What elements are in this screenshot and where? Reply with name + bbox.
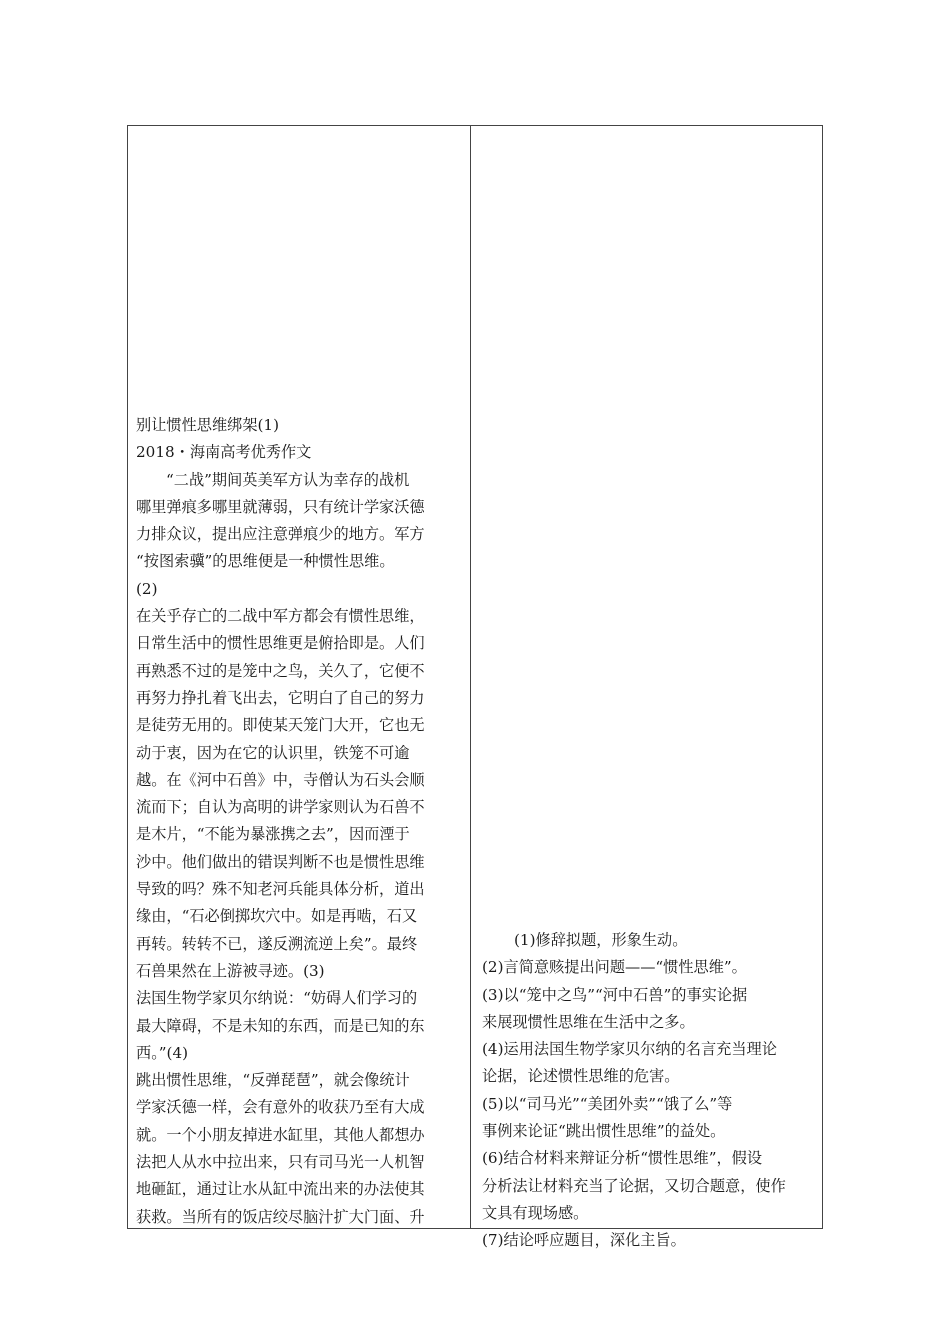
essay-line: 是木片，“不能为暴涨携之去”，因而湮于: [136, 825, 410, 844]
essay-line: 获救。当所有的饭店绞尽脑汁扩大门面、升: [136, 1207, 425, 1226]
essay-line: 缘由，“石必倒掷坎穴中。如是再啮，石又: [136, 907, 418, 926]
essay-line: 导致的吗？殊不知老河兵能具体分析，道出: [136, 880, 425, 899]
essay-line: 再努力挣扎着飞出去，它明白了自己的努力: [136, 688, 425, 707]
essay-line: 石兽果然在上游被寻迹。(3): [136, 961, 325, 980]
annotation-line: 来展现惯性思维在生活中之多。: [482, 1012, 695, 1031]
essay-line: 流而下；自认为高明的讲学家则认为石兽不: [136, 798, 425, 817]
annotation-line: (7)结论呼应题目，深化主旨。: [482, 1231, 686, 1250]
essay-line: 动于衷，因为在它的认识里，铁笼不可逾: [136, 743, 410, 762]
essay-line: 哪里弹痕多哪里就薄弱，只有统计学家沃德: [136, 497, 425, 516]
essay-line: 就。一个小朋友掉进水缸里，其他人都想办: [136, 1125, 425, 1144]
essay-line: 越。在《河中石兽》中，寺僧认为石头会顺: [136, 770, 425, 789]
annotation-line: (2)言简意赅提出问题——“惯性思维”。: [482, 958, 747, 977]
annotation-line: 文具有现场感。: [482, 1203, 589, 1222]
essay-line: 再转。转转不已，遂反溯流逆上矣”。最终: [136, 934, 418, 953]
annotation-line: 论据，论述惯性思维的危害。: [482, 1067, 680, 1086]
annotation-line: (4)运用法国生物学家贝尔纳的名言充当理论: [482, 1040, 777, 1059]
essay-line: 地砸缸，通过让水从缸中流出来的办法使其: [136, 1180, 425, 1199]
essay-line: “按图索骥”的思维便是一种惯性思维。: [136, 552, 395, 571]
essay-line: 学家沃德一样，会有意外的收获乃至有大成: [136, 1098, 425, 1117]
essay-source: 2018・海南高考优秀作文: [136, 443, 312, 462]
essay-title: 别让惯性思维绑架(1): [136, 416, 280, 434]
essay-line: (2): [136, 579, 158, 598]
annotation-line: (1)修辞拟题，形象生动。: [514, 931, 688, 949]
annotation-line: 分析法让材料充当了论据，又切合题意，使作: [482, 1176, 786, 1195]
essay-line: 跳出惯性思维，“反弹琵琶”，就会像统计: [136, 1071, 410, 1090]
essay-line: 西。”(4): [136, 1043, 189, 1062]
essay-line: 力排众议，提出应注意弹痕少的地方。军方: [136, 525, 425, 544]
annotation-line: (6)结合材料来辩证分析“惯性思维”，假设: [482, 1149, 763, 1168]
essay-line: 法国生物学家贝尔纳说：“妨碍人们学习的: [136, 989, 418, 1008]
essay-line: 是徒劳无用的。即使某天笼门大开，它也无: [136, 716, 425, 735]
annotation-line: 事例来论证“跳出惯性思维”的益处。: [482, 1122, 726, 1141]
essay-text-column: [136, 412, 462, 1231]
essay-line: 在关乎存亡的二战中军方都会有惯性思维，: [136, 607, 425, 626]
essay-line: 法把人从水中拉出来，只有司马光一人机智: [136, 1153, 425, 1172]
essay-line: 再熟悉不过的是笼中之鸟，关久了，它便不: [136, 661, 425, 680]
essay-line: 沙中。他们做出的错误判断不也是惯性思维: [136, 852, 425, 871]
annotation-column: [482, 927, 812, 1255]
essay-line: “二战”期间英美军方认为幸存的战机: [166, 470, 410, 489]
column-divider: [470, 125, 471, 1229]
annotation-line: (5)以“司马光”“美团外卖”“饿了么”等: [482, 1094, 733, 1113]
annotation-line: (3)以“笼中之鸟”“河中石兽”的事实论据: [482, 985, 748, 1004]
essay-line: 日常生活中的惯性思维更是俯拾即是。人们: [136, 634, 425, 653]
essay-line: 最大障碍，不是未知的东西，而是已知的东: [136, 1016, 425, 1035]
